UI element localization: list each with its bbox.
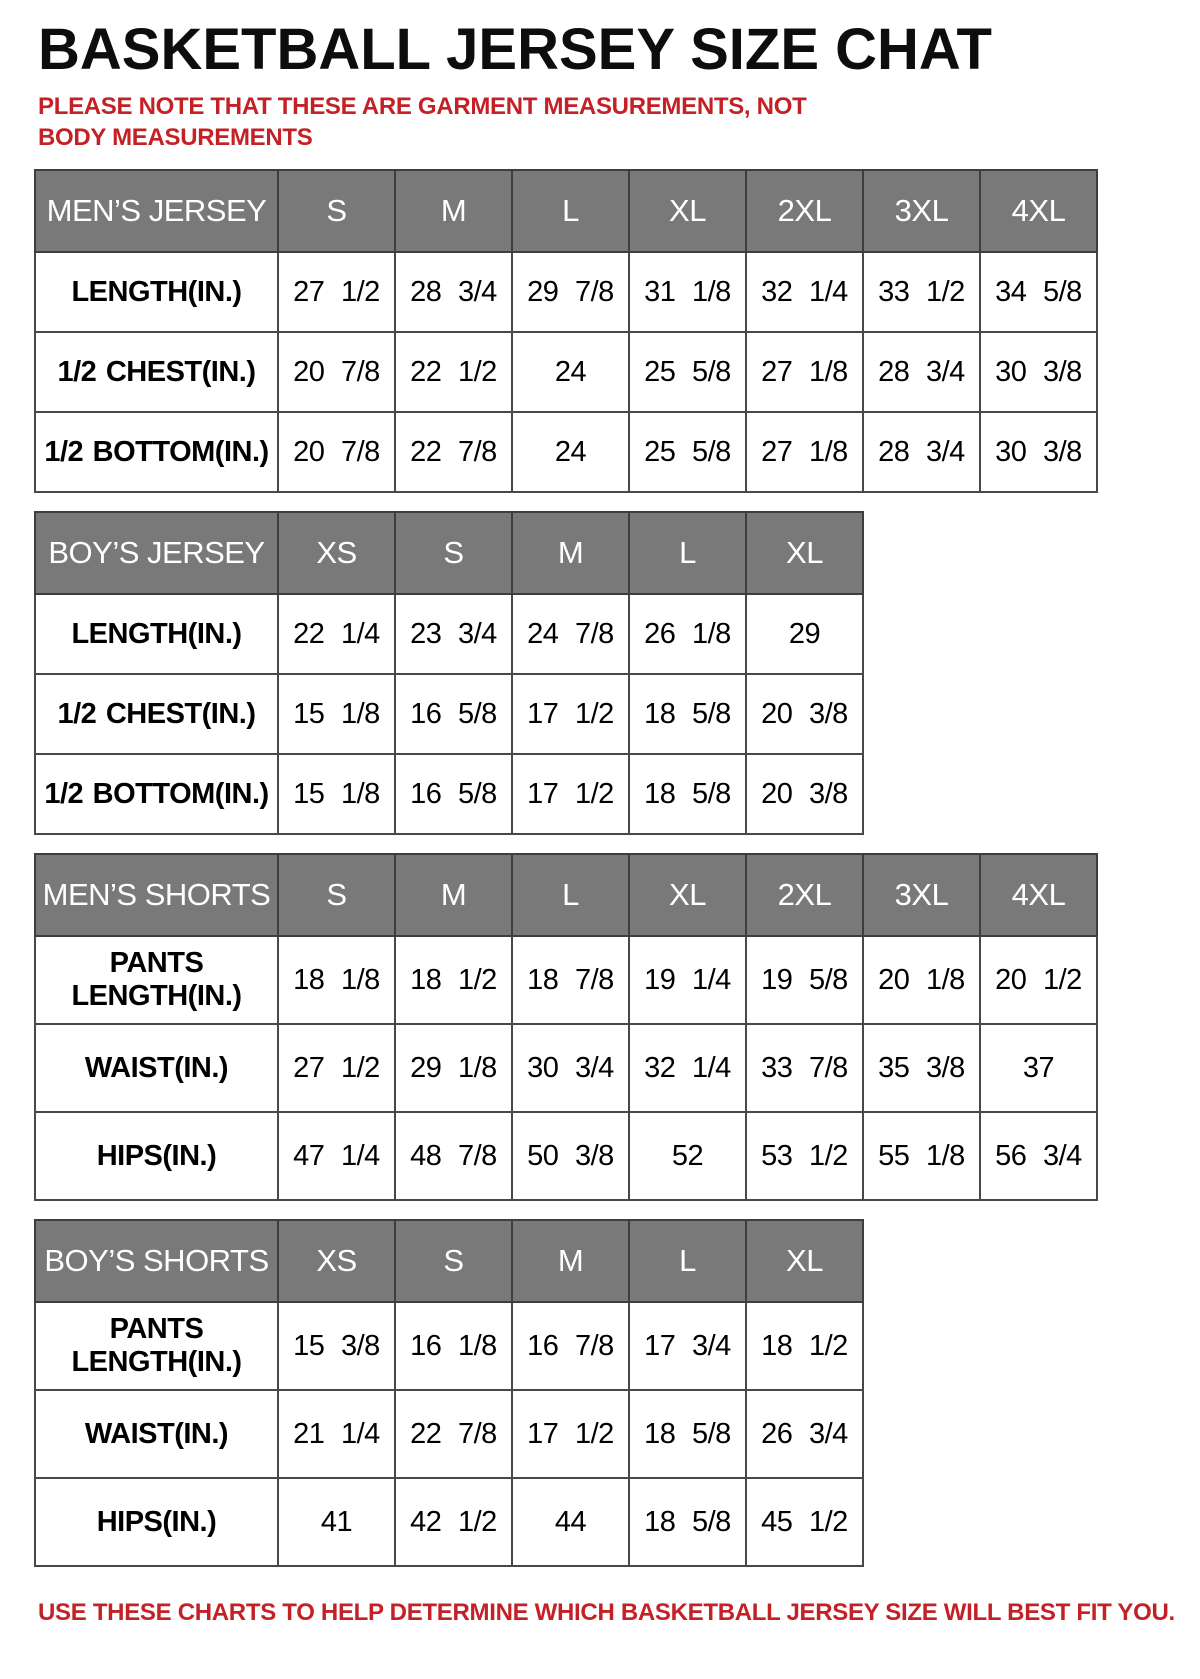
row-label: 1/2 CHEST(IN.)	[35, 674, 278, 754]
size-column-header: XS	[278, 512, 395, 594]
boys-jersey-table-container	[34, 511, 1170, 835]
size-value-cell: 28 3/4	[863, 412, 980, 492]
size-value-cell: 22 7/8	[395, 1390, 512, 1478]
size-column-header: 4XL	[980, 854, 1097, 936]
row-label: LENGTH(IN.)	[35, 252, 278, 332]
size-column-header: XL	[746, 1220, 863, 1302]
size-value-cell: 18 1/2	[746, 1302, 863, 1390]
boys-shorts-table-container	[34, 1219, 1170, 1567]
size-value-cell: 55 1/8	[863, 1112, 980, 1200]
size-value-cell: 20 1/8	[863, 936, 980, 1024]
garment-measurement-note: PLEASE NOTE THAT THESE ARE GARMENT MEASUREMENTS, NOT BODY MEASUREMENTS	[38, 92, 807, 152]
size-value-cell: 25 5/8	[629, 332, 746, 412]
size-value-cell: 41	[278, 1478, 395, 1566]
size-value-cell: 24 7/8	[512, 594, 629, 674]
size-column-header: XS	[278, 1220, 395, 1302]
size-column-header: XL	[746, 512, 863, 594]
size-value-cell: 26 1/8	[629, 594, 746, 674]
size-value-cell: 45 1/2	[746, 1478, 863, 1566]
size-value-cell: 21 1/4	[278, 1390, 395, 1478]
size-value-cell: 27 1/8	[746, 412, 863, 492]
size-value-cell: 22 1/4	[278, 594, 395, 674]
size-value-cell: 18 1/2	[395, 936, 512, 1024]
size-value-cell: 16 5/8	[395, 674, 512, 754]
size-value-cell: 35 3/8	[863, 1024, 980, 1112]
size-value-cell: 20 7/8	[278, 412, 395, 492]
size-value-cell: 42 1/2	[395, 1478, 512, 1566]
size-value-cell: 18 7/8	[512, 936, 629, 1024]
size-table-mens-jersey	[34, 169, 1098, 493]
table-row	[35, 594, 863, 674]
row-label: 1/2 BOTTOM(IN.)	[35, 412, 278, 492]
table-title: BOY’S SHORTS	[35, 1220, 278, 1302]
size-column-header: S	[395, 512, 512, 594]
row-label: PANTS LENGTH(IN.)	[35, 1302, 278, 1390]
fit-advice-note: USE THESE CHARTS TO HELP DETERMINE WHICH BASKETBALL JERSEY SIZE WILL BEST FIT YOU.	[38, 1599, 1175, 1627]
size-column-header: S	[395, 1220, 512, 1302]
table-row	[35, 936, 1097, 1024]
size-value-cell: 18 5/8	[629, 1478, 746, 1566]
table-title: MEN’S SHORTS	[35, 854, 278, 936]
size-value-cell: 20 3/8	[746, 754, 863, 834]
size-value-cell: 22 1/2	[395, 332, 512, 412]
size-value-cell: 28 3/4	[395, 252, 512, 332]
size-value-cell: 20 1/2	[980, 936, 1097, 1024]
size-column-header: M	[512, 512, 629, 594]
size-value-cell: 27 1/8	[746, 332, 863, 412]
size-value-cell: 19 1/4	[629, 936, 746, 1024]
size-value-cell: 17 1/2	[512, 674, 629, 754]
row-label: WAIST(IN.)	[35, 1024, 278, 1112]
size-value-cell: 18 1/8	[278, 936, 395, 1024]
size-table-boys-jersey	[34, 511, 864, 835]
size-column-header: M	[395, 170, 512, 252]
table-row	[35, 1390, 863, 1478]
table-row	[35, 412, 1097, 492]
size-value-cell: 18 5/8	[629, 754, 746, 834]
size-table-mens-shorts	[34, 853, 1098, 1201]
table-title: BOY’S JERSEY	[35, 512, 278, 594]
page-title: BASKETBALL JERSEY SIZE CHAT	[38, 17, 992, 82]
table-row	[35, 1302, 863, 1390]
size-column-header: 2XL	[746, 854, 863, 936]
size-value-cell: 25 5/8	[629, 412, 746, 492]
row-label: HIPS(IN.)	[35, 1478, 278, 1566]
size-value-cell: 34 5/8	[980, 252, 1097, 332]
size-column-header: L	[512, 170, 629, 252]
header-row	[35, 512, 863, 594]
row-label: PANTS LENGTH(IN.)	[35, 936, 278, 1024]
size-value-cell: 15 1/8	[278, 674, 395, 754]
size-value-cell: 17 1/2	[512, 754, 629, 834]
size-value-cell: 27 1/2	[278, 1024, 395, 1112]
mens-shorts-table-container	[34, 853, 1170, 1201]
table-row	[35, 252, 1097, 332]
size-value-cell: 18 5/8	[629, 674, 746, 754]
size-value-cell: 44	[512, 1478, 629, 1566]
size-table-boys-shorts	[34, 1219, 864, 1567]
size-value-cell: 30 3/8	[980, 412, 1097, 492]
row-label: 1/2 BOTTOM(IN.)	[35, 754, 278, 834]
size-value-cell: 27 1/2	[278, 252, 395, 332]
size-value-cell: 22 7/8	[395, 412, 512, 492]
row-label: WAIST(IN.)	[35, 1390, 278, 1478]
size-value-cell: 17 1/2	[512, 1390, 629, 1478]
size-column-header: L	[512, 854, 629, 936]
size-value-cell: 20 3/8	[746, 674, 863, 754]
header-row	[35, 170, 1097, 252]
size-column-header: S	[278, 854, 395, 936]
header-row	[35, 1220, 863, 1302]
size-value-cell: 30 3/8	[980, 332, 1097, 412]
size-value-cell: 16 5/8	[395, 754, 512, 834]
size-value-cell: 29 1/8	[395, 1024, 512, 1112]
table-row	[35, 674, 863, 754]
size-column-header: 3XL	[863, 170, 980, 252]
size-column-header: 2XL	[746, 170, 863, 252]
size-value-cell: 53 1/2	[746, 1112, 863, 1200]
table-row	[35, 754, 863, 834]
size-value-cell: 17 3/4	[629, 1302, 746, 1390]
size-value-cell: 32 1/4	[746, 252, 863, 332]
size-value-cell: 20 7/8	[278, 332, 395, 412]
size-value-cell: 30 3/4	[512, 1024, 629, 1112]
table-row	[35, 332, 1097, 412]
size-value-cell: 47 1/4	[278, 1112, 395, 1200]
mens-jersey-table-container	[34, 169, 1170, 493]
size-column-header: 3XL	[863, 854, 980, 936]
row-label: 1/2 CHEST(IN.)	[35, 332, 278, 412]
size-value-cell: 29 7/8	[512, 252, 629, 332]
size-column-header: 4XL	[980, 170, 1097, 252]
size-value-cell: 26 3/4	[746, 1390, 863, 1478]
size-column-header: M	[395, 854, 512, 936]
table-row	[35, 1024, 1097, 1112]
size-value-cell: 31 1/8	[629, 252, 746, 332]
size-value-cell: 50 3/8	[512, 1112, 629, 1200]
size-column-header: M	[512, 1220, 629, 1302]
size-value-cell: 23 3/4	[395, 594, 512, 674]
size-value-cell: 16 7/8	[512, 1302, 629, 1390]
size-value-cell: 56 3/4	[980, 1112, 1097, 1200]
size-value-cell: 52	[629, 1112, 746, 1200]
size-column-header: XL	[629, 854, 746, 936]
size-value-cell: 48 7/8	[395, 1112, 512, 1200]
size-value-cell: 24	[512, 332, 629, 412]
size-column-header: XL	[629, 170, 746, 252]
size-value-cell: 18 5/8	[629, 1390, 746, 1478]
size-value-cell: 32 1/4	[629, 1024, 746, 1112]
size-column-header: L	[629, 1220, 746, 1302]
size-column-header: L	[629, 512, 746, 594]
table-row	[35, 1112, 1097, 1200]
header-row	[35, 854, 1097, 936]
row-label: LENGTH(IN.)	[35, 594, 278, 674]
size-value-cell: 37	[980, 1024, 1097, 1112]
size-column-header: S	[278, 170, 395, 252]
table-title: MEN’S JERSEY	[35, 170, 278, 252]
size-value-cell: 33 7/8	[746, 1024, 863, 1112]
size-value-cell: 29	[746, 594, 863, 674]
table-row	[35, 1478, 863, 1566]
size-value-cell: 15 3/8	[278, 1302, 395, 1390]
size-value-cell: 24	[512, 412, 629, 492]
size-value-cell: 33 1/2	[863, 252, 980, 332]
size-value-cell: 16 1/8	[395, 1302, 512, 1390]
size-value-cell: 15 1/8	[278, 754, 395, 834]
size-value-cell: 28 3/4	[863, 332, 980, 412]
size-value-cell: 19 5/8	[746, 936, 863, 1024]
row-label: HIPS(IN.)	[35, 1112, 278, 1200]
